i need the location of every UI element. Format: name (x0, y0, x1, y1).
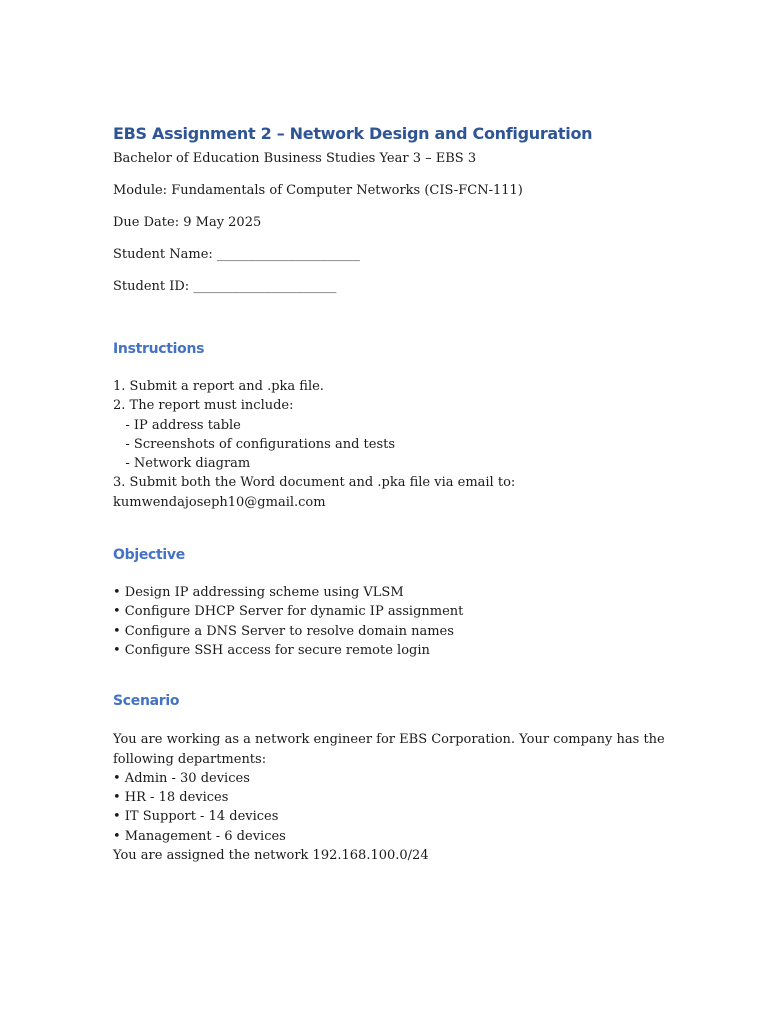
document-title: EBS Assignment 2 – Network Design and Configuration (113, 124, 593, 143)
student-id-line: Student ID: ______________________ (113, 279, 337, 294)
objective-item: • Configure a DNS Server to resolve domain names (113, 623, 454, 639)
department-item: • Admin - 30 devices (113, 770, 250, 786)
scenario-line: You are working as a network engineer for EBS Corporation. Your company has the (113, 732, 665, 748)
objective-item: • Design IP addressing scheme using VLSM (113, 585, 404, 601)
instruction-item: 3. Submit both the Word document and .pka file via email to: (113, 475, 516, 491)
instruction-item: - Network diagram (113, 456, 251, 472)
objective-heading: Objective (113, 547, 185, 564)
instruction-item: - Screenshots of configurations and tests (113, 436, 396, 452)
objective-list (113, 583, 673, 660)
department-item: • HR - 18 devices (113, 790, 229, 806)
instruction-item: 2. The report must include: (113, 398, 294, 414)
scenario-text (113, 730, 673, 865)
student-name-line: Student Name: ______________________ (113, 247, 360, 262)
instruction-item: - IP address table (113, 417, 241, 433)
submission-email: kumwendajoseph10@gmail.com (113, 494, 326, 510)
program-line: Bachelor of Education Business Studies Year 3 – EBS 3 (113, 151, 477, 166)
module-line: Module: Fundamentals of Computer Networks (CIS-FCN-111) (113, 183, 523, 198)
instructions-heading: Instructions (113, 341, 205, 357)
document-page (113, 124, 673, 865)
scenario-line: You are assigned the network 192.168.100.0/24 (113, 848, 429, 864)
scenario-line: following departments: (113, 751, 267, 767)
objective-item: • Configure DHCP Server for dynamic IP assignment (113, 604, 464, 620)
instructions-list (113, 377, 673, 512)
instruction-item: 1. Submit a report and .pka file. (113, 379, 324, 394)
due-date-line: Due Date: 9 May 2025 (113, 215, 262, 230)
objective-item: • Configure SSH access for secure remote login (113, 642, 430, 658)
scenario-heading: Scenario (113, 693, 180, 710)
department-item: • IT Support - 14 devices (113, 809, 279, 825)
department-item: • Management - 6 devices (113, 828, 286, 844)
